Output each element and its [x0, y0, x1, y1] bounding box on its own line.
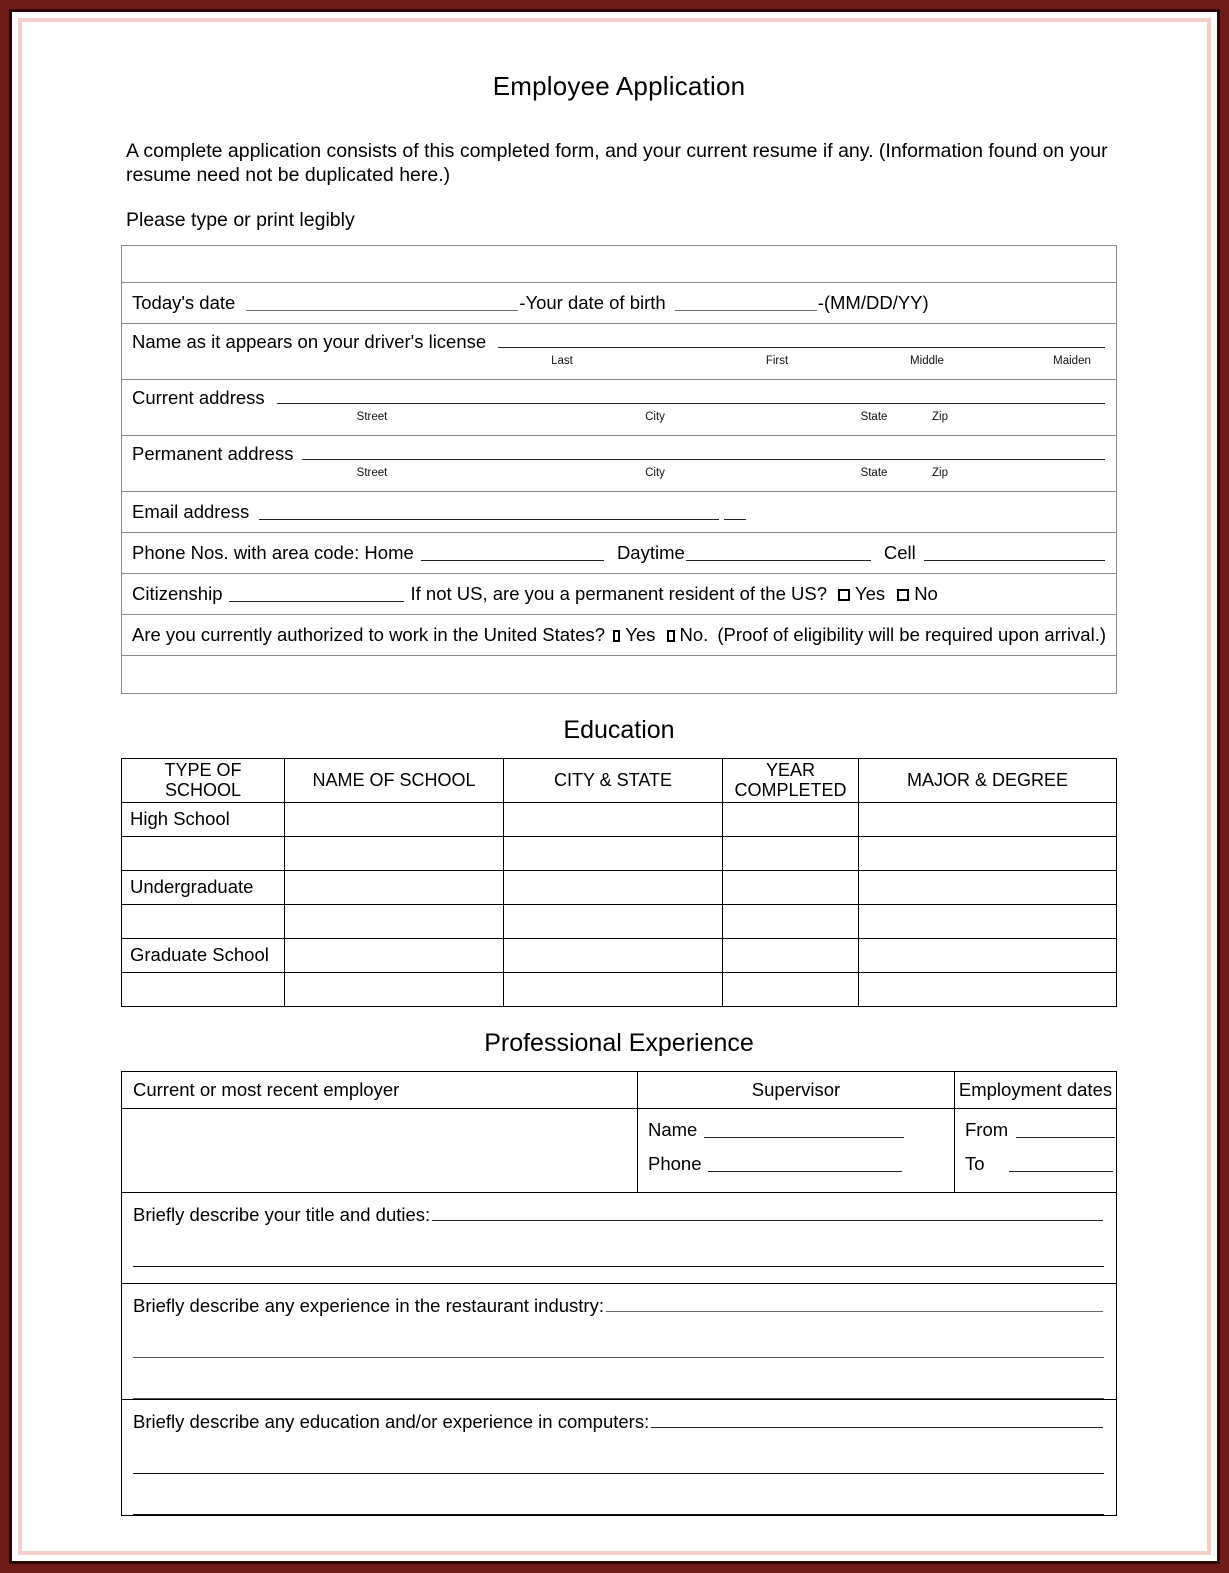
computers-description-input-line3[interactable]	[133, 1486, 1104, 1515]
address-sublabel-city: City	[645, 410, 665, 423]
resident-yes-label: Yes	[855, 582, 886, 604]
resident-no-label: No	[914, 582, 938, 604]
permanent-address-sublabels	[132, 467, 1106, 484]
name-sublabel-middle: Middle	[910, 354, 944, 367]
education-city-cell[interactable]	[504, 870, 723, 904]
duties-description-input[interactable]	[432, 1205, 1103, 1221]
education-year-cell[interactable]	[723, 802, 859, 836]
resident-no-checkbox[interactable]	[897, 589, 909, 601]
address-sublabel-street: Street	[356, 466, 388, 479]
employment-dates-cell	[955, 1108, 1117, 1192]
restaurant-description-line	[133, 1284, 1104, 1317]
employment-to-input[interactable]	[1009, 1156, 1113, 1172]
date-of-birth-input[interactable]	[675, 295, 817, 311]
education-table	[121, 758, 1117, 1007]
table-row	[122, 938, 1117, 972]
date-format-hint: -(MM/DD/YY)	[817, 291, 929, 313]
education-type-cell[interactable]	[122, 972, 285, 1006]
spacer-row-top	[122, 246, 1116, 283]
education-name-cell[interactable]	[285, 938, 504, 972]
supervisor-phone-input[interactable]	[708, 1156, 902, 1172]
restaurant-description-input-line2[interactable]	[133, 1329, 1104, 1358]
table-row	[122, 802, 1117, 836]
license-name-input[interactable]	[498, 332, 1105, 348]
page-title: Employee Application	[492, 71, 746, 101]
supervisor-cell	[638, 1108, 955, 1192]
current-address-row	[122, 380, 1116, 436]
computers-description-input-line2[interactable]	[133, 1445, 1104, 1474]
page-border-inner	[18, 18, 1211, 1555]
phone-cell-input[interactable]	[924, 545, 1105, 561]
work-authorization-question: Are you currently authorized to work in the United States?	[132, 623, 606, 645]
authorization-no-label: No.	[679, 623, 709, 645]
education-heading: Education	[563, 715, 675, 744]
email-row	[122, 492, 1116, 533]
computers-description-input[interactable]	[651, 1412, 1103, 1428]
table-row	[122, 972, 1117, 1006]
license-name-label: Name as it appears on your driver's license	[132, 330, 487, 352]
phone-row	[122, 533, 1116, 574]
experience-heading: Professional Experience	[484, 1028, 754, 1057]
employment-from-line	[955, 1109, 1116, 1141]
permanent-address-row	[122, 436, 1116, 492]
employment-from-input[interactable]	[1016, 1122, 1115, 1138]
personal-information-block	[121, 245, 1117, 694]
email-input-tail[interactable]	[724, 504, 746, 520]
name-sublabel-first: First	[765, 354, 789, 367]
phone-cell-label: Cell	[883, 541, 916, 563]
todays-date-label: Today's date	[132, 291, 236, 313]
education-type-cell: Undergraduate	[122, 870, 285, 904]
address-sublabel-street: Street	[356, 410, 388, 423]
duties-description-line	[133, 1193, 1104, 1226]
supervisor-phone-line	[638, 1141, 954, 1175]
application-form-sheet	[26, 26, 1203, 1547]
address-sublabel-zip: Zip	[932, 410, 948, 423]
education-name-cell[interactable]	[285, 836, 504, 870]
education-city-cell[interactable]	[504, 904, 723, 938]
employer-header: Current or most recent employer	[122, 1071, 638, 1108]
permanent-address-input[interactable]	[302, 444, 1105, 460]
education-type-cell: High School	[122, 802, 285, 836]
education-major-cell[interactable]	[859, 870, 1117, 904]
education-col-city-state: CITY & STATE	[504, 758, 723, 802]
supervisor-name-line	[638, 1109, 954, 1141]
address-sublabel-state: State	[860, 466, 888, 479]
phone-daytime-input[interactable]	[686, 545, 871, 561]
education-major-cell[interactable]	[859, 836, 1117, 870]
computers-description-label: Briefly describe any education and/or experience in computers:	[133, 1410, 650, 1432]
computers-description-line	[133, 1400, 1104, 1433]
education-col-type-line1: TYPE OF	[164, 759, 242, 780]
education-city-cell[interactable]	[504, 938, 723, 972]
current-address-sublabels	[132, 411, 1106, 428]
authorization-no-checkbox[interactable]	[667, 630, 674, 642]
education-major-cell[interactable]	[859, 972, 1117, 1006]
authorization-yes-checkbox[interactable]	[613, 630, 620, 642]
restaurant-description-input[interactable]	[606, 1296, 1103, 1312]
education-major-cell[interactable]	[859, 802, 1117, 836]
restaurant-description-block	[121, 1284, 1117, 1400]
employment-from-label: From	[965, 1118, 1009, 1140]
permanent-resident-question: If not US, are you a permanent resident of the US?	[410, 582, 827, 604]
education-col-type	[122, 758, 285, 802]
supervisor-phone-label: Phone	[648, 1152, 702, 1174]
address-sublabel-zip: Zip	[932, 466, 948, 479]
resident-yes-checkbox[interactable]	[838, 589, 850, 601]
citizenship-input[interactable]	[229, 586, 404, 602]
duties-description-block	[121, 1193, 1117, 1284]
supervisor-name-label: Name	[648, 1118, 698, 1140]
phone-home-label: Phone Nos. with area code: Home	[132, 541, 414, 563]
name-sublabel-maiden: Maiden	[1053, 354, 1091, 367]
date-of-birth-label: -Your date of birth	[519, 291, 666, 313]
education-type-cell[interactable]	[122, 836, 285, 870]
computers-description-block	[121, 1400, 1117, 1516]
phone-daytime-label: Daytime	[616, 541, 685, 563]
education-city-cell[interactable]	[504, 972, 723, 1006]
supervisor-name-input[interactable]	[704, 1122, 904, 1138]
instruction-text: Please type or print legibly	[126, 208, 355, 231]
education-col-type-line2: SCHOOL	[164, 780, 242, 801]
education-major-cell[interactable]	[859, 904, 1117, 938]
duties-description-label: Briefly describe your title and duties:	[133, 1203, 431, 1225]
email-input[interactable]	[259, 504, 719, 520]
current-address-input[interactable]	[277, 388, 1105, 404]
todays-date-input[interactable]	[246, 295, 518, 311]
email-label: Email address	[132, 500, 250, 522]
table-row	[122, 870, 1117, 904]
permanent-address-label: Permanent address	[132, 442, 294, 464]
authorization-note: (Proof of eligibility will be required upon arrival.)	[717, 623, 1106, 645]
table-row	[122, 836, 1117, 870]
work-authorization-row	[122, 615, 1116, 656]
dates-row	[122, 283, 1116, 324]
education-year-cell[interactable]	[723, 972, 859, 1006]
education-col-year-line1: YEAR	[765, 759, 816, 780]
citizenship-row	[122, 574, 1116, 615]
education-city-cell[interactable]	[504, 836, 723, 870]
name-sublabels	[132, 355, 1106, 372]
spacer-row-bottom	[122, 656, 1116, 693]
license-name-row	[122, 324, 1116, 380]
authorization-yes-label: Yes	[625, 623, 656, 645]
education-header-row	[122, 758, 1117, 802]
citizenship-label: Citizenship	[132, 582, 223, 604]
education-name-cell[interactable]	[285, 802, 504, 836]
education-col-year-line2: COMPLETED	[734, 780, 847, 801]
address-sublabel-state: State	[860, 410, 888, 423]
experience-header-row	[122, 1071, 1117, 1108]
education-col-major: MAJOR & DEGREE	[859, 758, 1117, 802]
supervisor-header: Supervisor	[638, 1071, 955, 1108]
restaurant-description-input-line3[interactable]	[133, 1370, 1104, 1399]
education-type-cell[interactable]	[122, 904, 285, 938]
education-type-cell: Graduate School	[122, 938, 285, 972]
education-city-cell[interactable]	[504, 802, 723, 836]
education-name-cell[interactable]	[285, 972, 504, 1006]
table-row	[122, 904, 1117, 938]
name-sublabel-last: Last	[551, 354, 573, 367]
intro-paragraph: A complete application consists of this completed form, and your current resume if any. (Information found on your resume need not be duplicated here.)	[126, 140, 1108, 186]
employment-dates-header: Employment dates	[955, 1071, 1117, 1108]
education-year-cell[interactable]	[723, 904, 859, 938]
education-name-cell[interactable]	[285, 904, 504, 938]
education-name-cell[interactable]	[285, 870, 504, 904]
experience-body-row	[122, 1108, 1117, 1192]
current-address-label: Current address	[132, 386, 265, 408]
phone-home-input[interactable]	[421, 545, 604, 561]
employer-input-cell[interactable]	[122, 1108, 638, 1192]
employment-to-line	[955, 1141, 1116, 1175]
education-year-cell[interactable]	[723, 938, 859, 972]
education-col-year	[723, 758, 859, 802]
experience-table	[121, 1071, 1117, 1193]
education-major-cell[interactable]	[859, 938, 1117, 972]
education-col-name: NAME OF SCHOOL	[285, 758, 504, 802]
duties-description-input-line2[interactable]	[133, 1238, 1104, 1267]
duties-block-padding	[133, 1267, 1104, 1283]
education-year-cell[interactable]	[723, 836, 859, 870]
education-year-cell[interactable]	[723, 870, 859, 904]
employment-to-label: To	[965, 1152, 985, 1174]
address-sublabel-city: City	[645, 466, 665, 479]
restaurant-description-label: Briefly describe any experience in the restaurant industry:	[133, 1294, 604, 1316]
